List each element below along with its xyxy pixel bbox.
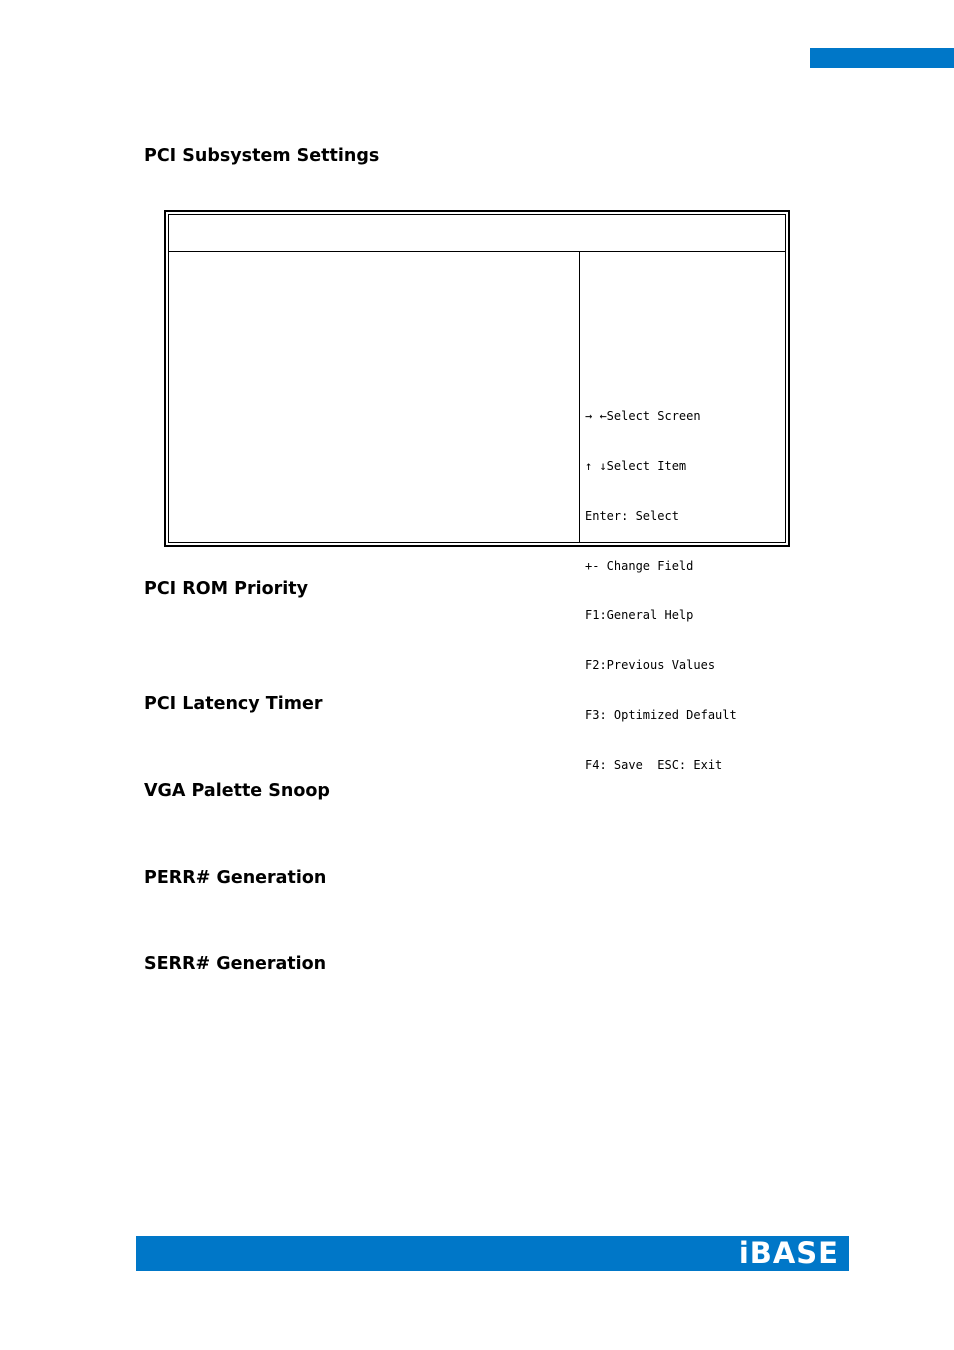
section-title-perr-generation: PERR# Generation — [144, 868, 327, 888]
help-line-change-field: +- Change Field — [585, 558, 694, 573]
bios-header-bar — [169, 215, 785, 252]
section-title-serr-generation: SERR# Generation — [144, 954, 327, 974]
section-title-vga-palette-snoop: VGA Palette Snoop — [144, 781, 330, 801]
section-title-pci-subsystem-settings: PCI Subsystem Settings — [144, 146, 380, 166]
help-line-general-help: F1:General Help — [585, 608, 694, 623]
bios-help-panel — [585, 375, 737, 806]
section-title-pci-latency-timer: PCI Latency Timer — [144, 694, 323, 714]
footer-bar — [136, 1236, 849, 1271]
help-line-previous-values: F2:Previous Values — [585, 658, 716, 673]
help-line-select-item: ↑ ↓Select Item — [585, 458, 687, 473]
help-line-save-exit: F4: Save ESC: Exit — [585, 757, 723, 772]
header-accent-tab — [810, 48, 954, 68]
help-line-select-screen: → ←Select Screen — [585, 409, 701, 424]
help-line-enter-select: Enter: Select — [585, 508, 679, 523]
help-line-optimized-default: F3: Optimized Default — [585, 707, 737, 722]
section-title-pci-rom-priority: PCI ROM Priority — [144, 579, 309, 599]
bios-settings-panel — [169, 252, 580, 542]
ibase-logo: iBASE — [738, 1236, 839, 1270]
